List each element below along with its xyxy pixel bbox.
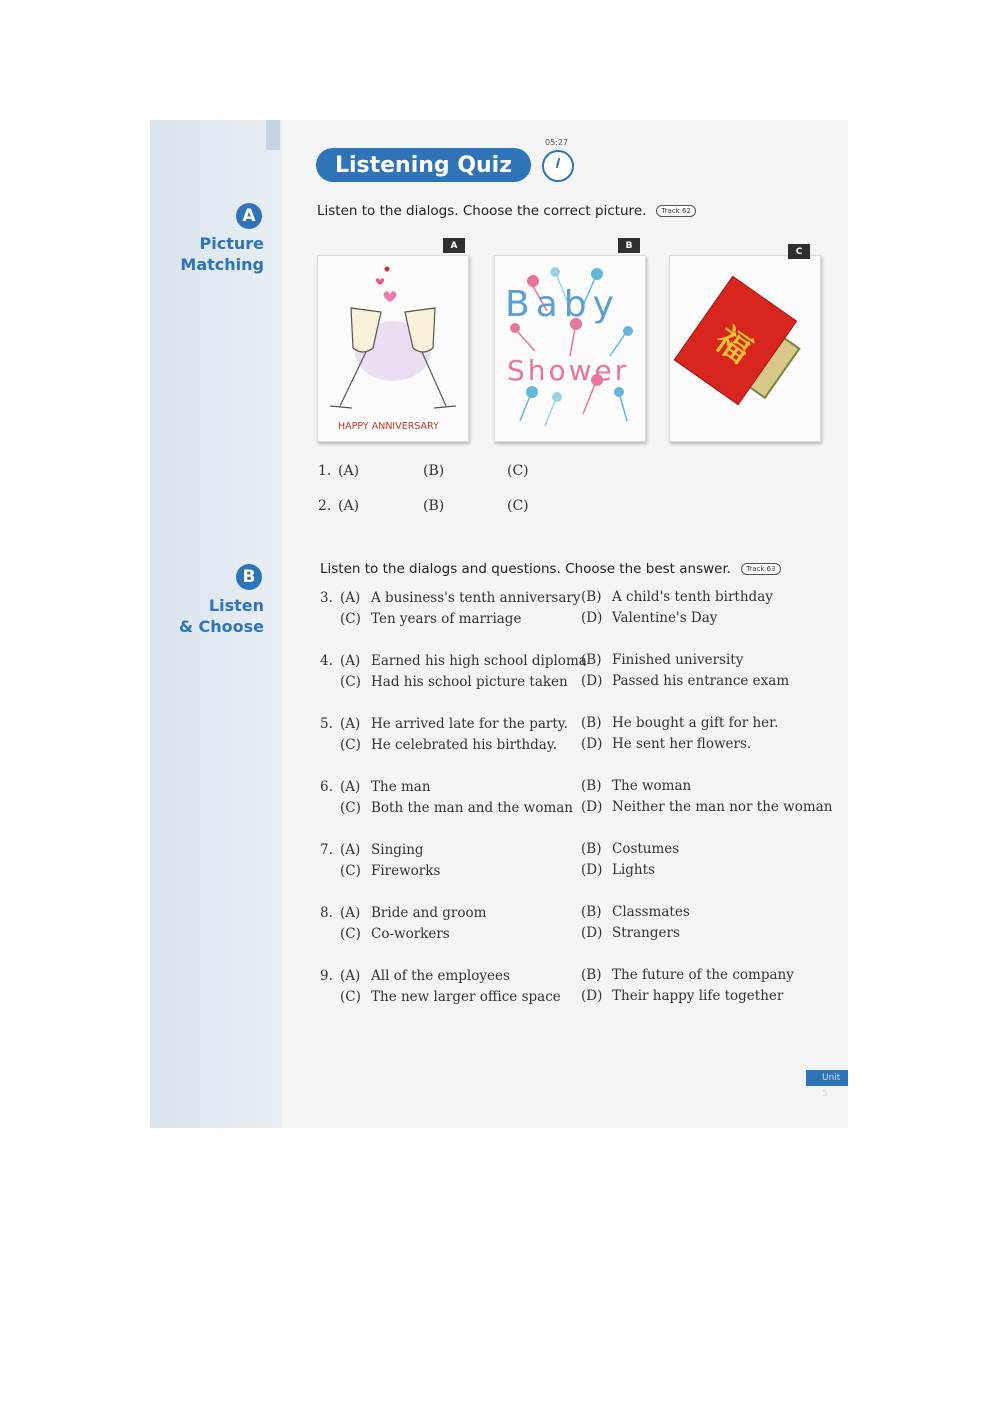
- track-62-icon: Track 62: [656, 205, 695, 217]
- option-b-label[interactable]: (B): [581, 967, 602, 983]
- section-b-instruction: Listen to the dialogs and questions. Choose the best answer. Track 63: [320, 561, 781, 577]
- option-c-text[interactable]: Both the man and the woman: [371, 800, 573, 816]
- picture-tag-b: B: [618, 238, 640, 253]
- option-a-label[interactable]: (A): [340, 653, 361, 669]
- option-b-label[interactable]: (B): [581, 715, 602, 731]
- option-d-text[interactable]: Their happy life together: [612, 988, 784, 1004]
- option-a-text[interactable]: He arrived late for the party.: [371, 716, 568, 732]
- option-c-text[interactable]: Fireworks: [371, 863, 441, 879]
- clock-icon: [542, 150, 574, 182]
- option-d-label[interactable]: (D): [581, 610, 603, 626]
- track-63-icon: Track 63: [741, 563, 780, 575]
- section-b-label: Listen & Choose: [178, 596, 264, 636]
- option-c-text[interactable]: Had his school picture taken: [371, 674, 568, 690]
- option-b-label[interactable]: (B): [581, 589, 602, 605]
- option-b[interactable]: (B): [423, 498, 445, 514]
- option-c-label[interactable]: (C): [340, 674, 361, 690]
- option-b-text[interactable]: Finished university: [612, 652, 744, 668]
- picture-tag-a: A: [443, 238, 465, 253]
- option-b-text[interactable]: He bought a gift for her.: [612, 715, 779, 731]
- option-c-label[interactable]: (C): [340, 611, 361, 627]
- baby-text: Baby: [505, 284, 620, 325]
- option-a-text[interactable]: Singing: [371, 842, 424, 858]
- option-c-text[interactable]: He celebrated his birthday.: [371, 737, 557, 753]
- timer-text: 05:27: [545, 138, 569, 147]
- option-a-label[interactable]: (A): [340, 590, 361, 606]
- champagne-glasses-icon: [318, 256, 468, 416]
- option-a-label[interactable]: (A): [340, 779, 361, 795]
- option-a-label[interactable]: (A): [340, 716, 361, 732]
- option-a-text[interactable]: The man: [371, 779, 431, 795]
- option-d-text[interactable]: Strangers: [612, 925, 680, 941]
- option-b-label[interactable]: (B): [581, 652, 602, 668]
- option-d-label[interactable]: (D): [581, 988, 603, 1004]
- picture-card-c: [669, 255, 821, 442]
- option-a-text[interactable]: A business's tenth anniversary: [371, 590, 581, 606]
- option-a[interactable]: (A): [338, 463, 360, 479]
- option-a-text[interactable]: Earned his high school diploma: [371, 653, 587, 669]
- question-number: 7.: [320, 842, 333, 858]
- option-d-label[interactable]: (D): [581, 862, 603, 878]
- fortune-character: 福: [707, 319, 759, 372]
- question-number: 8.: [320, 905, 333, 921]
- option-d-text[interactable]: Passed his entrance exam: [612, 673, 790, 689]
- page-title: Listening Quiz: [316, 148, 531, 182]
- option-b-text[interactable]: A child's tenth birthday: [612, 589, 773, 605]
- option-c-label[interactable]: (C): [340, 989, 361, 1005]
- option-a-text[interactable]: Bride and groom: [371, 905, 487, 921]
- option-b[interactable]: (B): [423, 463, 445, 479]
- shower-text: Shower: [507, 354, 630, 387]
- option-b-text[interactable]: Costumes: [612, 841, 680, 857]
- option-a-label[interactable]: (A): [340, 968, 361, 984]
- option-b-label[interactable]: (B): [581, 904, 602, 920]
- option-c-label[interactable]: (C): [340, 863, 361, 879]
- option-a[interactable]: (A): [338, 498, 360, 514]
- section-b-badge: B: [236, 564, 262, 590]
- option-b-label[interactable]: (B): [581, 841, 602, 857]
- option-c[interactable]: (C): [507, 498, 529, 514]
- question-number: 5.: [320, 716, 333, 732]
- question-number: 3.: [320, 590, 333, 606]
- option-b-text[interactable]: The future of the company: [612, 967, 794, 983]
- option-c-text[interactable]: The new larger office space: [371, 989, 561, 1005]
- option-a-text[interactable]: All of the employees: [371, 968, 510, 984]
- option-d-label[interactable]: (D): [581, 799, 603, 815]
- option-c[interactable]: (C): [507, 463, 529, 479]
- option-c-label[interactable]: (C): [340, 737, 361, 753]
- section-a-instruction: Listen to the dialogs. Choose the correct picture. Track 62: [317, 203, 696, 219]
- option-d-label[interactable]: (D): [581, 736, 603, 752]
- option-d-label[interactable]: (D): [581, 925, 603, 941]
- option-d-text[interactable]: Neither the man nor the woman: [612, 799, 833, 815]
- option-b-text[interactable]: The woman: [612, 778, 692, 794]
- textbook-page-photo: Listening Quiz 05:27 A Picture Matching Listen to the dialogs. Choose the correct picture. Track 62 HAPPY ANNIVERSARY A Baby Shower B 福 C 1. (A) (B) (C) 2. (A) (B) (C) B Listen & Choose Listen to the dialogs and questions. Choose the best answer. Track 63 3. (A) A business's tenth anniversary (B) A child's tenth birthday (C) Ten years of marriage (D) Valentine's Day 4. (A) Earned his high school diploma (B) Finished university (C) Had his school picture taken (D) Passed his entrance exam 5. (A) He arrived late for the party. (B) He bought a gift for her. (C) He celebrated his birthday. (D) He sent her flowers. 6. (A) The man (B) The woman (C) Both the man and the woman (D) Neither the man nor the woman 7. (A) Singing (B) Costumes (C) Fireworks (D) Lights 8. (A) Bride and groom (B) Classmates (C) Co-workers (D) Strangers 9. (A) All of the employees (B) The future of the company (C) The new larger office space (D) Their happy life together Unit 5: [150, 120, 848, 1128]
- question-number: 4.: [320, 653, 333, 669]
- unit-tab: Unit 5: [806, 1070, 848, 1086]
- option-a-label[interactable]: (A): [340, 905, 361, 921]
- option-d-text[interactable]: He sent her flowers.: [612, 736, 752, 752]
- option-c-text[interactable]: Ten years of marriage: [371, 611, 522, 627]
- option-c-text[interactable]: Co-workers: [371, 926, 450, 942]
- card-a-caption: HAPPY ANNIVERSARY: [338, 421, 439, 432]
- section-a-label: Picture Matching: [180, 234, 264, 274]
- sidebar-tab: [266, 120, 280, 150]
- option-d-label[interactable]: (D): [581, 673, 603, 689]
- option-d-text[interactable]: Lights: [612, 862, 655, 878]
- question-number: 9.: [320, 968, 333, 984]
- option-b-label[interactable]: (B): [581, 778, 602, 794]
- section-a-badge: A: [236, 203, 262, 229]
- question-number: 6.: [320, 779, 333, 795]
- option-d-text[interactable]: Valentine's Day: [612, 610, 718, 626]
- option-c-label[interactable]: (C): [340, 800, 361, 816]
- picture-tag-c: C: [788, 244, 810, 259]
- picture-card-b: [494, 255, 646, 442]
- option-b-text[interactable]: Classmates: [612, 904, 690, 920]
- option-c-label[interactable]: (C): [340, 926, 361, 942]
- picture-card-a: [317, 255, 469, 442]
- option-a-label[interactable]: (A): [340, 842, 361, 858]
